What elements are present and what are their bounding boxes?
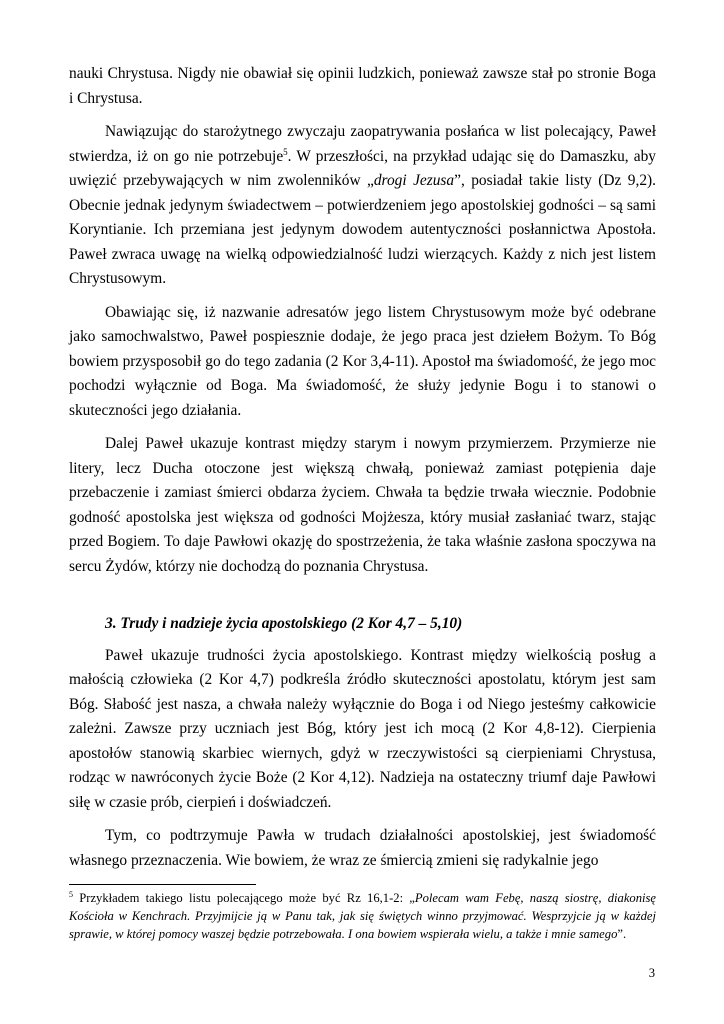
- document-body: [69, 62, 656, 873]
- footnote-italic-quote: Polecam wam Febę, naszą siostrę, diakonisę Kościoła w Kenchrach. Przyjmijcie ją w Panu tak, jak się świętych winno przyjmować. Wesprzyjcie ją w każdej sprawie, w której pomocy waszej będzie potrzebowała. I ona bowiem wspierała wielu, a także i mnie samego: [69, 891, 656, 942]
- paragraph-text: . W przeszłości, na przykład udając się do Damaszku, aby uwięzić przebywających w nim zwolenników „: [69, 147, 656, 189]
- paragraph-destiny: Tym, co podtrzymuje Pawła w trudach działalności apostolskiej, jest świadomość własnego przeznaczenia. Wie bowiem, że wraz ze śmiercią zmieni się radykalnie jego: [69, 827, 656, 869]
- footnote-reference: 5: [283, 146, 288, 157]
- footnote-number: 5: [69, 889, 73, 899]
- page-number: 3: [648, 966, 655, 980]
- paragraph-text: Nawiązując do starożytnego zwyczaju zaopatrywania posłańca w list polecający, Paweł stwierdza, iż on go nie potrzebuje: [69, 123, 656, 165]
- footnote-separator: [69, 884, 256, 885]
- paragraph-hardships: Paweł ukazuje trudności życia apostolskiego. Kontrast między wielkością posług a małością człowieka (2 Kor 4,7) podkreśla źródło skuteczności apostolatu, którym jest sam Bóg. Słabość jest nasza, a chwała należy wyłącznie do Boga i od Niego jesteśmy całkowicie zależni. Zawsze przy uczniach jest Bóg, który jest ich mocą (2 Kor 4,8-12). Cierpienia apostołów stanowią skarbiec wiernych, gdyż w rzeczywistości są cierpieniami Chrystusa, rodząc w nawróconych życie Boże (2 Kor 4,12). Nadzieja na ostateczny triumf daje Pawłowi siłę w czasie prób, cierpień i doświadczeń.: [69, 646, 656, 811]
- paragraph-old-and-new-covenant: Dalej Paweł ukazuje kontrast między starym i nowym przymierzem. Przymierze nie litery, lecz Ducha otoczone jest większą chwałą, ponieważ zamiast potępienia daje przebaczenie i zamiast śmierci obdarza życiem. Chwała ta będzie trwała wiecznie. Podobnie godność apostolska jest większa od godności Mojżesza, który musiał zasłaniać twarz, stając przed Bogiem. To daje Pawłowi okazję do spostrzeżenia, że taka właśnie zasłona spoczywa na sercu Żydów, którzy nie dochodzą do poznania Chrystusa.: [69, 435, 656, 575]
- section-heading: 3. Trudy i nadzieje życia apostolskiego (2 Kor 4,7 – 5,10): [105, 615, 463, 632]
- footnote-text: Przykładem takiego listu polecającego może być Rz 16,1-2: „: [73, 891, 415, 905]
- footnote-text: ”.: [617, 927, 627, 942]
- footnote: [69, 889, 656, 944]
- italic-quote: drogi Jezusa: [373, 172, 455, 189]
- paragraph-work-of-god: Obawiając się, iż nazwanie adresatów jego listem Chrystusowym może być odebrane jako samochwalstwo, Paweł pospiesznie dodaje, że jego praca jest dziełem Bożym. To Bóg bowiem przysposobił go do tego zadania (2 Kor 3,4-11). Apostoł ma świadomość, że jego moc pochodzi wyłącznie od Boga. Ma świadomość, że służy jedynie Bogu i to stanowi o skuteczności jego działania.: [69, 303, 656, 419]
- paragraph-letter-of-recommendation: [69, 120, 656, 292]
- paragraph-continued: nauki Chrystusa. Nigdy nie obawiał się opinii ludzkich, ponieważ zawsze stał po stronie Boga i Chrystusa.: [69, 65, 656, 107]
- paragraph-text: ”, posiadał takie listy (Dz 9,2). Obecnie jednak jedynym świadectwem – potwierdzeniem jego apostolskiej godności – są sami Koryntianie. Ich przemiana jest jedynym dowodem autentyczności posłannictwa Apostoła. Paweł zwraca uwagę na wielką odpowiedzialność ludzi wierzących. Każdy z nich jest listem Chrystusowym.: [69, 172, 656, 287]
